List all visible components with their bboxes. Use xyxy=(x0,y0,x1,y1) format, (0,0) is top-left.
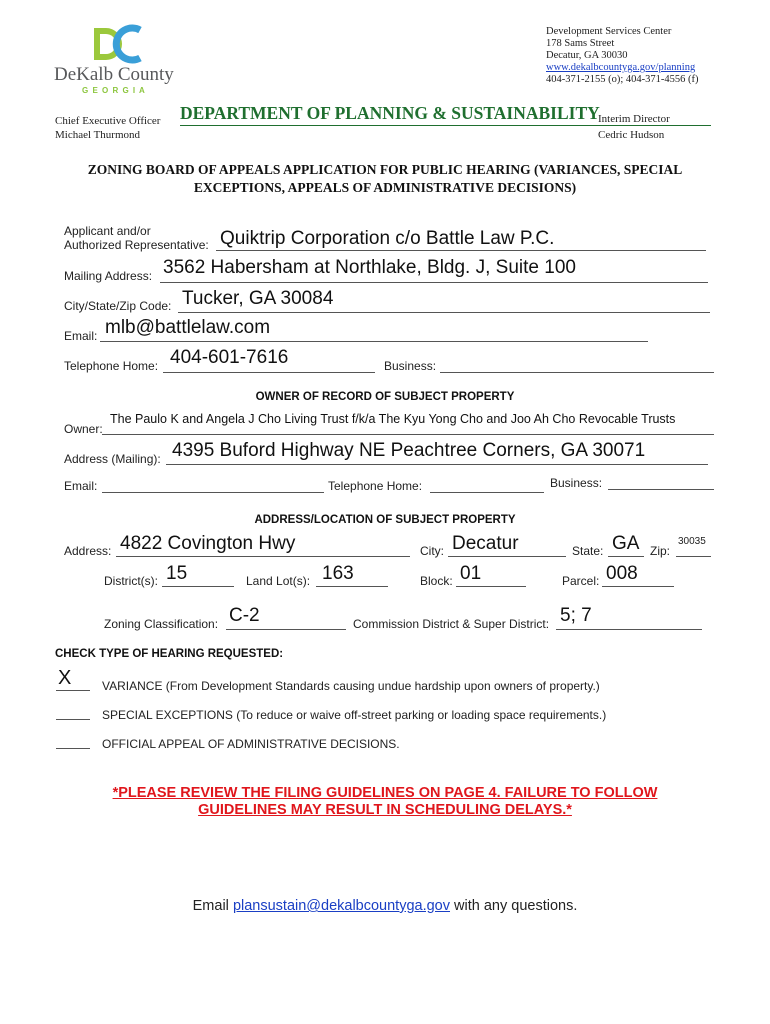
owner-section-title: OWNER OF RECORD OF SUBJECT PROPERTY xyxy=(255,391,515,403)
owner-value[interactable]: The Paulo K and Angela J Cho Living Trust f/k/a The Kyu Yong Cho and Joo Ah Cho Revocable Trusts xyxy=(110,412,676,426)
district-label: District(s): xyxy=(104,574,158,588)
variance-mark[interactable]: X xyxy=(58,667,72,689)
director-title: Interim Director xyxy=(598,113,670,125)
district-value[interactable]: 15 xyxy=(166,563,188,584)
owner-mail-label: Address (Mailing): xyxy=(64,452,161,466)
owner-label: Owner: xyxy=(64,422,103,436)
contact-line3: Decatur, GA 30030 xyxy=(546,50,628,61)
block-value[interactable]: 01 xyxy=(460,563,482,584)
owner-business-label: Business: xyxy=(550,476,603,490)
special-exceptions-text: SPECIAL EXCEPTIONS (To reduce or waive off-street parking or loading space requirements.) xyxy=(102,708,607,722)
prop-zip-line xyxy=(676,556,711,557)
footer-prefix: Email xyxy=(192,898,233,914)
block-line xyxy=(456,586,526,587)
phone-value[interactable]: 404-601-7616 xyxy=(170,347,289,368)
planning-link[interactable]: www.dekalbcountyga.gov/planning xyxy=(546,62,696,73)
contact-block xyxy=(546,26,699,86)
landlot-label: Land Lot(s): xyxy=(246,574,311,588)
variance-checkbox-line[interactable] xyxy=(56,690,90,691)
contact-line2: 178 Sams Street xyxy=(546,38,615,49)
business-label: Business: xyxy=(384,359,437,373)
block-label: Block: xyxy=(420,574,453,588)
notice-line1: *PLEASE REVIEW THE FILING GUIDELINES ON PAGE 4. FAILURE TO FOLLOW xyxy=(112,785,658,801)
logo-sub: G E O R G I A xyxy=(82,86,146,95)
dekalb-logo xyxy=(54,24,184,98)
owner-phone-label: Telephone Home: xyxy=(328,479,423,493)
appeal-checkbox-line[interactable] xyxy=(56,748,90,749)
city-line xyxy=(178,312,710,313)
owner-line xyxy=(102,434,714,435)
rep-value[interactable]: Quiktrip Corporation c/o Battle Law P.C. xyxy=(220,228,555,249)
prop-zip-value[interactable]: 30035 xyxy=(678,536,706,547)
owner-business-line xyxy=(608,489,714,490)
owner-mail-value[interactable]: 4395 Buford Highway NE Peachtree Corners, GA 30071 xyxy=(172,440,646,461)
landlot-value[interactable]: 163 xyxy=(322,563,354,584)
director-name: Cedric Hudson xyxy=(598,129,665,141)
phone-label: Telephone Home: xyxy=(64,359,159,373)
special-exceptions-checkbox-line[interactable] xyxy=(56,719,90,720)
header-rule xyxy=(180,125,711,126)
prop-address-line xyxy=(116,556,410,557)
zoning-line xyxy=(226,629,346,630)
mail-line xyxy=(160,282,708,283)
zoning-value[interactable]: C-2 xyxy=(229,605,260,626)
logo-name: DeKalb County xyxy=(54,64,174,85)
city-value[interactable]: Tucker, GA 30084 xyxy=(182,288,334,309)
rep-label-2: Authorized Representative: xyxy=(64,238,209,252)
footer-suffix: with any questions. xyxy=(450,898,578,914)
mail-value[interactable]: 3562 Habersham at Northlake, Bldg. J, Suite 100 xyxy=(163,257,576,278)
contact-line1: Development Services Center xyxy=(546,26,672,37)
form-title-line2: EXCEPTIONS, APPEALS OF ADMINISTRATIVE DECISIONS) xyxy=(193,180,577,195)
variance-text: VARIANCE (From Development Standards causing undue hardship upon owners of property.) xyxy=(102,679,600,693)
district-line xyxy=(162,586,234,587)
rep-label-1: Applicant and/or xyxy=(64,224,151,238)
notice-line2: GUIDELINES MAY RESULT IN SCHEDULING DELAYS.* xyxy=(198,802,572,818)
prop-state-label: State: xyxy=(572,544,604,558)
ceo-name: Michael Thurmond xyxy=(55,129,141,141)
city-label: City/State/Zip Code: xyxy=(64,299,172,313)
prop-zip-label: Zip: xyxy=(650,544,671,558)
prop-address-label: Address: xyxy=(64,544,112,558)
business-line xyxy=(440,372,714,373)
phone-line xyxy=(163,372,375,373)
hearing-section-title: CHECK TYPE OF HEARING REQUESTED: xyxy=(55,648,284,660)
email-line xyxy=(100,341,648,342)
commission-label: Commission District & Super District: xyxy=(353,617,550,631)
footer-email-link[interactable]: plansustain@dekalbcountyga.gov xyxy=(232,898,450,914)
dc-logo-icon xyxy=(54,24,184,64)
landlot-line xyxy=(316,586,388,587)
form-title-line1: ZONING BOARD OF APPEALS APPLICATION FOR PUBLIC HEARING (VARIANCES, SPECIAL xyxy=(87,162,683,177)
owner-email-line xyxy=(102,492,324,493)
parcel-line xyxy=(602,586,674,587)
owner-email-label: Email: xyxy=(64,479,98,493)
owner-mail-line xyxy=(166,464,708,465)
prop-address-value[interactable]: 4822 Covington Hwy xyxy=(120,533,296,554)
footer-contact xyxy=(0,898,770,914)
prop-state-value[interactable]: GA xyxy=(612,533,640,554)
commission-line xyxy=(556,629,702,630)
email-label: Email: xyxy=(64,329,98,343)
email-value[interactable]: mlb@battlelaw.com xyxy=(105,317,271,338)
mail-label: Mailing Address: xyxy=(64,269,153,283)
property-section-title: ADDRESS/LOCATION OF SUBJECT PROPERTY xyxy=(254,514,516,526)
owner-phone-line xyxy=(430,492,544,493)
zoning-label: Zoning Classification: xyxy=(104,617,219,631)
dept-title: DEPARTMENT OF PLANNING & SUSTAINABILITY xyxy=(180,103,600,123)
prop-city-line xyxy=(448,556,566,557)
contact-phones: 404-371-2155 (o); 404-371-4556 (f) xyxy=(546,74,699,85)
parcel-value[interactable]: 008 xyxy=(606,563,638,584)
ceo-title: Chief Executive Officer xyxy=(55,115,161,127)
parcel-label: Parcel: xyxy=(562,574,600,588)
prop-city-value[interactable]: Decatur xyxy=(452,533,519,554)
prop-city-label: City: xyxy=(420,544,444,558)
rep-line xyxy=(216,250,706,251)
prop-state-line xyxy=(608,556,644,557)
appeal-text: OFFICIAL APPEAL OF ADMINISTRATIVE DECISIONS. xyxy=(102,737,400,751)
commission-value[interactable]: 5; 7 xyxy=(560,605,592,626)
